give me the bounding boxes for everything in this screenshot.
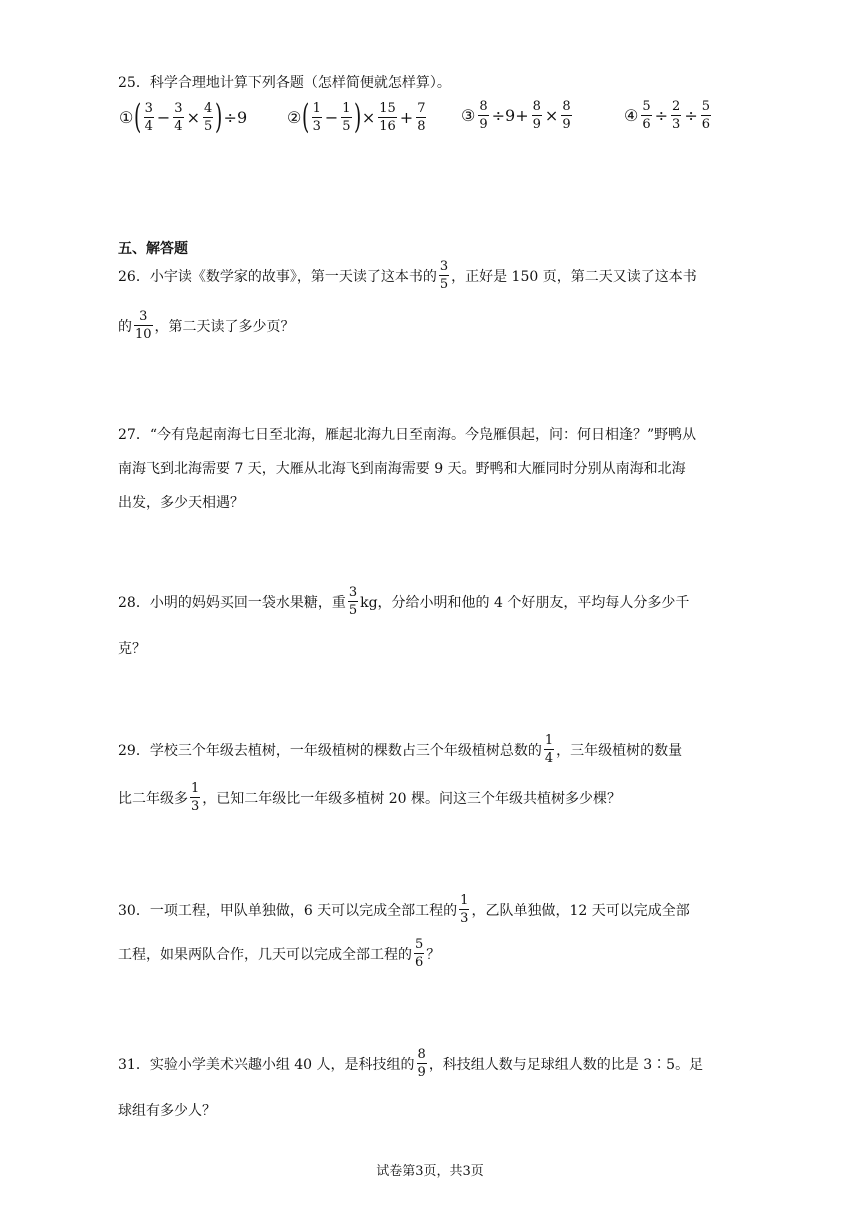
operator: ÷ bbox=[654, 106, 669, 125]
q26-text-d: ，第二天读了多少页？ bbox=[154, 318, 295, 335]
operator: − bbox=[324, 107, 339, 127]
fraction: $\frac{2}{3}$ bbox=[672, 99, 681, 132]
fraction: $\frac{1}{3}$ bbox=[191, 781, 200, 814]
q26-text-a: 26．小宇读《数学家的故事》，第一天读了这本书的 bbox=[118, 268, 437, 285]
q29-text-a: 29．学校三个年级去植树，一年级植树的棵数占三个年级植树总数的 bbox=[118, 742, 542, 759]
q30-text-d: ？ bbox=[426, 946, 441, 963]
q30-line2 bbox=[118, 938, 440, 969]
q31-line1 bbox=[118, 1048, 703, 1079]
q27-line2: 南海飞到北海需要 7 天，大雁从北海飞到南海需要 9 天。野鸭和大雁同时分别从南海和北海 bbox=[118, 461, 686, 477]
left-paren: ( bbox=[302, 97, 310, 137]
fraction: $\frac{8}{9}$ bbox=[479, 99, 488, 132]
fraction: $\frac{3}{5}$ bbox=[348, 585, 358, 618]
q25-expression bbox=[286, 97, 428, 137]
fraction: $\frac{1}{5}$ bbox=[342, 100, 351, 134]
q29-line1 bbox=[118, 734, 682, 765]
page-footer: 试卷第3页，共3页 bbox=[376, 1164, 484, 1179]
fraction: $\frac{3}{4}$ bbox=[174, 100, 183, 134]
q25-title: 25．科学合理地计算下列各题（怎样简便就怎样算）。 bbox=[118, 75, 451, 91]
operator: ÷ bbox=[684, 106, 698, 125]
q31-line2: 球组有多少人？ bbox=[118, 1103, 216, 1119]
fraction: $\frac{3}{10}$ bbox=[135, 309, 152, 342]
fraction: $\frac{7}{8}$ bbox=[417, 100, 426, 134]
fraction: $\frac{5}{6}$ bbox=[415, 937, 424, 970]
fraction: $\frac{3}{5}$ bbox=[439, 259, 449, 292]
fraction: $\frac{4}{5}$ bbox=[203, 100, 213, 134]
expression-number: ② bbox=[287, 107, 302, 127]
q26-text-c: 的 bbox=[118, 318, 132, 335]
q30-line1 bbox=[118, 894, 690, 925]
fraction: $\frac{15}{16}$ bbox=[379, 100, 396, 134]
fraction: $\frac{1}{3}$ bbox=[312, 100, 321, 134]
operator: + bbox=[399, 107, 414, 127]
fraction: $\frac{8}{9}$ bbox=[562, 99, 571, 132]
q29-text-d: ，已知二年级比一年级多植树 20 棵。问这三个年级共植树多少棵？ bbox=[202, 790, 621, 807]
q28-text-a: 28．小明的妈妈买回一袋水果糖，重 bbox=[118, 594, 346, 611]
q25-expressions bbox=[118, 97, 758, 146]
q29-line2 bbox=[118, 782, 621, 813]
section-title: 五、解答题 bbox=[118, 241, 188, 257]
q27-line3: 出发，多少天相遇？ bbox=[118, 495, 244, 511]
fraction: $\frac{3}{4}$ bbox=[144, 100, 153, 134]
operator: × bbox=[361, 107, 376, 127]
expression-number: ① bbox=[119, 107, 134, 127]
q29-text-c: 比二年级多 bbox=[118, 790, 188, 807]
fraction: $\frac{8}{9}$ bbox=[532, 99, 541, 132]
q26-text-b: ，正好是 150 页，第二天又读了这本书 bbox=[451, 268, 697, 285]
q30-text-a: 30．一项工程，甲队单独做，6 天可以完成全部工程的 bbox=[118, 902, 458, 919]
q26-line1 bbox=[118, 260, 697, 291]
q31-text-b: ，科技组人数与足球组人数的比是 3∶5。足 bbox=[428, 1056, 704, 1073]
q30-text-b: ，乙队单独做，12 天可以完成全部 bbox=[471, 902, 690, 919]
expression-number: ④ bbox=[624, 106, 639, 125]
q25-expression bbox=[623, 100, 713, 131]
operator: − bbox=[156, 107, 171, 127]
q31-text-a: 31．实验小学美术兴趣小组 40 人，是科技组的 bbox=[118, 1056, 415, 1073]
q28-line1 bbox=[118, 586, 689, 617]
q26-line2 bbox=[118, 310, 295, 341]
left-paren: ( bbox=[134, 97, 142, 137]
operator: × bbox=[186, 107, 200, 127]
q27-line1: 27．“今有凫起南海七日至北海，雁起北海九日至南海。今凫雁俱起，问：何日相逢？”野鸭从 bbox=[118, 427, 697, 443]
operator: ÷9 bbox=[223, 107, 248, 127]
fraction: $\frac{5}{6}$ bbox=[701, 99, 710, 132]
fraction: $\frac{8}{9}$ bbox=[417, 1047, 426, 1080]
q28-text-b: kg，分给小明和他的 4 个好朋友，平均每人分多少千 bbox=[360, 594, 690, 611]
fraction: $\frac{5}{6}$ bbox=[642, 99, 651, 132]
q29-text-b: ，三年级植树的数量 bbox=[556, 742, 683, 759]
right-paren: ) bbox=[215, 97, 223, 137]
q25-expression bbox=[118, 97, 248, 137]
expression-number: ③ bbox=[461, 106, 476, 125]
fraction: $\frac{1}{4}$ bbox=[544, 733, 554, 766]
q28-line2: 克？ bbox=[118, 641, 146, 657]
fraction: $\frac{1}{3}$ bbox=[460, 893, 469, 926]
q30-text-c: 工程，如果两队合作，几天可以完成全部工程的 bbox=[118, 946, 412, 963]
operator: ÷9+ bbox=[491, 106, 529, 125]
q25-expression bbox=[460, 100, 574, 131]
operator: × bbox=[544, 106, 559, 125]
right-paren: ) bbox=[353, 97, 361, 137]
